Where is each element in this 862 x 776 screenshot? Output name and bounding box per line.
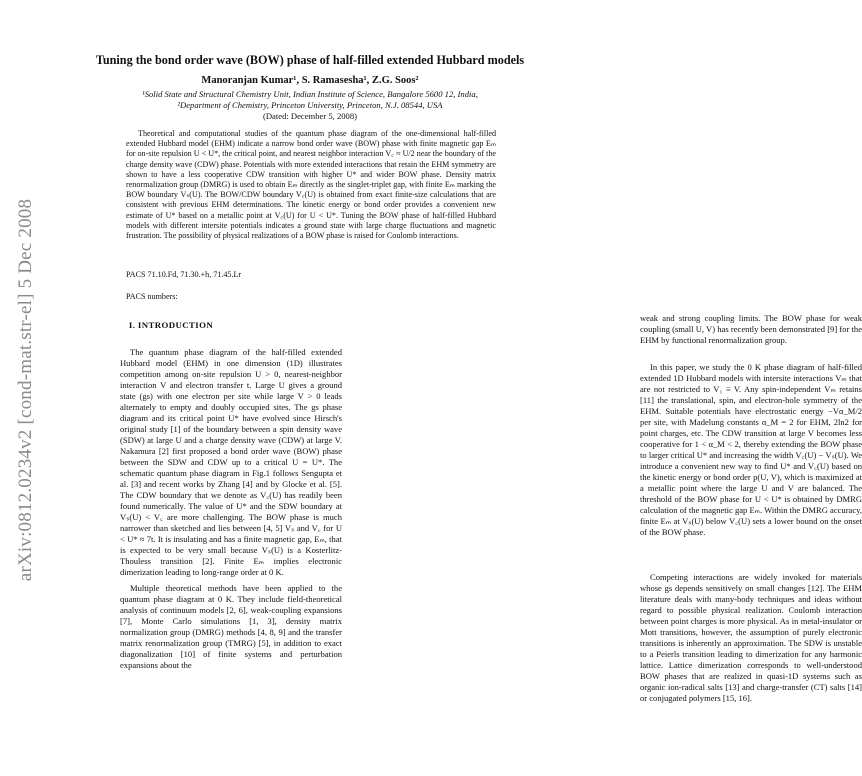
intro-paragraph-4: Competing interactions are widely invoked for materials whose gs depends sensitively on small changes [12]. The EHM literature deals with many-body techniques and ideas without regard to possible physical realization. Coulomb interaction between point charges is more physical. As in metal-insulator or Mott transitions, however, the assumption of purely electronic transitions is inherently an approximation. The SDW is unstable to a Peierls transition leading to dimerization for any harmonic lattice. Lattice dimerization corresponds to well-understood BOW phases that are realized in quasi-1D systems such as organic ion-radical salts [13] and charge-transfer (CT) salts [14] or conjugated polymers [15, 16].: [640, 572, 862, 703]
arxiv-id: arXiv:0812.0234v2 [cond-mat.str-el] 5 Dec 2008: [15, 198, 37, 582]
arxiv-sidebar-stamp: [10, 200, 42, 580]
intro-paragraph-3: In this paper, we study the 0 K phase diagram of half-filled extended 1D Hubbard models with intersite interactions Vₘ that are not restricted to V₁ ≡ V. Any spin-independent Vₘ retains [11] the translational, spin, and electron-hole symmetry of the EHM. Suitable potentials have electrostatic energy −Vα_M/2 per site, with Madelung constants α_M = 2 for EHM, 2ln2 for point charges, etc. The CDW transition at large V becomes less cooperative for 1 < α_M < 2, thereby extending the BOW phase to larger critical U* and increasing the width V꜀(U) − Vₛ(U). We introduce a convenient new way to find U* and V꜀(U) based on the kinetic energy or bond order p(U, V), which is maximized at a metallic point where the large U and V are balanced. The threshold of the BOW phase for U < U* is obtained by DMRG calculation of the magnetic gap Eₘ. Within the DMRG accuracy, finite Eₘ at Vₛ(U) below V꜀(U) sets a lower bound on the onset of the BOW phase.: [640, 362, 862, 537]
abstract: Theoretical and computational studies of the quantum phase diagram of the one-dimensional half-filled extended Hubbard model (EHM) indicate a narrow bond order wave (BOW) phase with finite magnetic gap Eₘ for on-site repulsion U < U*, the critical point, and nearest neighbor interaction V꜀ ≈ U/2 near the boundary of the charge density wave (CDW) phase. Potentials with more extended interactions that retain the EHM symmetry are shown to have a less cooperative CDW transition with higher U* and wider BOW phase. Density matrix renormalization group (DMRG) is used to obtain Eₘ directly as the singlet-triplet gap, with finite Eₘ marking the BOW boundary Vₛ(U). The BOW/CDW boundary V꜀(U) is obtained from exact finite-size calculations that are consistent with previous EHM determinations. The kinetic energy or bond order provides a convenient new estimate of U* based on a metallic point at V꜀(U) for U < U*. Tuning the BOW phase of half-filled Hubbard models with different intersite potentials indicates a ground state with large charge fluctuations and magnetic frustration. The possibility of physical realizations of a BOW phase is raised for Coulomb interactions.: [126, 129, 496, 241]
pacs-numbers-label: PACS numbers:: [126, 292, 178, 301]
intro-paragraph-continued: weak and strong coupling limits. The BOW phase for weak coupling (small U, V) has recently been demonstrated [9] for the EHM by functional renormalization group.: [640, 313, 862, 345]
affiliation-1: ¹Solid State and Structural Chemistry Unit, Indian Institute of Science, Bangalore 5600 12, India,: [142, 89, 478, 99]
author-list: Manoranjan Kumar¹, S. Ramasesha¹, Z.G. Soos²: [201, 75, 419, 86]
section-heading-introduction: I. INTRODUCTION: [128, 320, 214, 330]
intro-paragraph-2: Multiple theoretical methods have been applied to the quantum phase diagram at 0 K. They include field-theoretical analysis of continuum models [2, 6], weak-coupling expansions [7], Monte Carlo simulations [1, 3], density matrix normalization group (DMRG) methods [4, 8, 9] and the transfer matrix renormalization group (TMRG) [5], in addition to exact diagonalization [10] of finite systems and perturbation expansions about the: [120, 583, 342, 670]
intro-paragraph-1: The quantum phase diagram of the half-filled extended Hubbard model (EHM) in one dimension (1D) illustrates competition among on-site repulsion U > 0, nearest-neighbor interaction V and electron transfer t. Large U gives a ground state (gs) with one electron per site while large V > 0 leads alternately to empty and doubly occupied sites. The gs phase diagram and its critical point U* have evolved since Hirsch's original study [1] of the boundary between a spin density wave (SDW) at large U and a charge density wave (CDW) at large V. Nakamura [2] first proposed a bond order wave (BOW) phase between the SDW and CDW up to a critical U = U*. The schematic quantum phase diagram in Fig.1 follows Sengupta et al. [3] and recent works by Zhang [4] and by Glocke et al. [5]. The CDW boundary that we denote as V꜀(U) has readily been found numerically. The value of U* and the SDW boundary at Vₛ(U) < V꜀ are more challenging. The BOW phase is much narrower than sketched and lies between [4, 5] Vₛ and V꜀ for U < U* ≈ 7t. It is insulating and has a finite magnetic gap, Eₘ, that is expected to be very small because Vₛ(U) is a Kosterlitz-Thouless transition [2]. Finite Eₘ implies electronic dimerization leading to long-range order at 0 K.: [120, 347, 342, 577]
affiliation-2: ²Department of Chemistry, Princeton University, Princeton, N.J. 08544, USA: [177, 100, 443, 110]
paper-title: Tuning the bond order wave (BOW) phase of half-filled extended Hubbard models: [95, 53, 525, 67]
dated-line: (Dated: December 5, 2008): [262, 111, 357, 121]
pacs-codes: PACS 71.10.Fd, 71.30.+h, 71.45.Lr: [126, 270, 242, 279]
